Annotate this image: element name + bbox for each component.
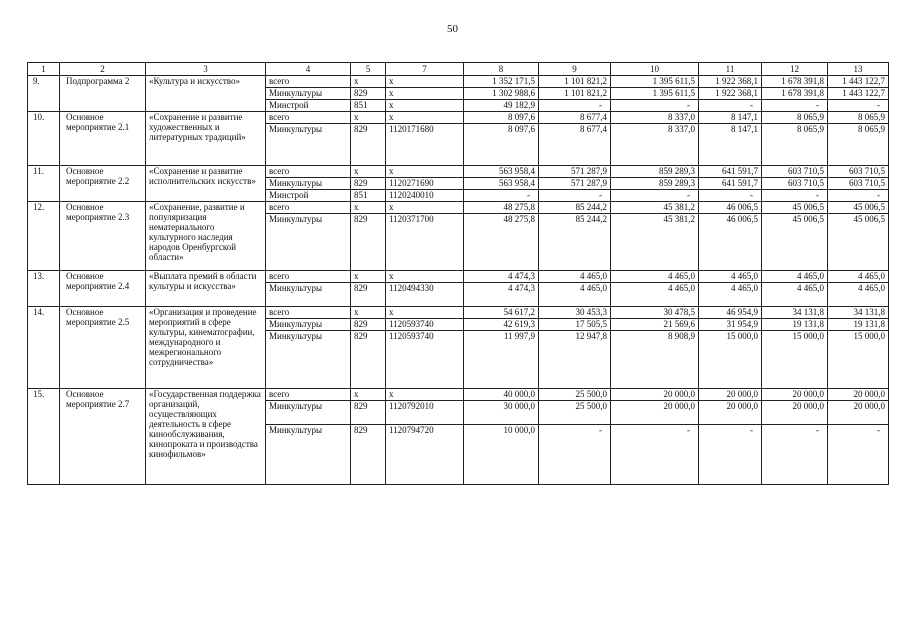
value-cell: 1 678 391,8 bbox=[762, 88, 828, 100]
value-cell: 20 000,0 bbox=[828, 389, 889, 401]
value-cell: 8 065,9 bbox=[828, 112, 889, 124]
value-cell: - bbox=[762, 100, 828, 112]
code-cell: 829 bbox=[351, 214, 386, 271]
executor-cell: Минкультуры bbox=[266, 425, 351, 485]
table-row bbox=[28, 76, 889, 88]
executor-cell: всего bbox=[266, 76, 351, 88]
value-cell: 20 000,0 bbox=[611, 389, 699, 401]
value-cell: - bbox=[539, 190, 611, 202]
column-header: 4 bbox=[266, 63, 351, 76]
value-cell: 15 000,0 bbox=[828, 331, 889, 389]
code-cell: x bbox=[351, 389, 386, 401]
executor-cell: Минкультуры bbox=[266, 283, 351, 307]
value-cell: 4 474,3 bbox=[464, 283, 539, 307]
code-cell: x bbox=[351, 307, 386, 319]
value-cell: 8 097,6 bbox=[464, 124, 539, 166]
classification-cell: x bbox=[386, 307, 464, 319]
table-row bbox=[28, 202, 889, 214]
value-cell: 30 453,3 bbox=[539, 307, 611, 319]
header-row bbox=[28, 63, 889, 76]
executor-cell: всего bbox=[266, 271, 351, 283]
value-cell: 603 710,5 bbox=[762, 178, 828, 190]
program-name-cell: Основное мероприятие 2.4 bbox=[60, 271, 146, 307]
column-header: 9 bbox=[539, 63, 611, 76]
table-header bbox=[28, 63, 889, 76]
code-cell: x bbox=[351, 166, 386, 178]
program-title-cell: «Организация и проведение мероприятий в сфере культуры, кинематографии, международного и межрегионального сотрудничества» bbox=[146, 307, 266, 389]
program-name-cell: Основное мероприятие 2.7 bbox=[60, 389, 146, 485]
code-cell: x bbox=[351, 271, 386, 283]
classification-cell: x bbox=[386, 389, 464, 401]
value-cell: 42 619,3 bbox=[464, 319, 539, 331]
classification-cell: 1120240010 bbox=[386, 190, 464, 202]
column-header: 1 bbox=[28, 63, 60, 76]
executor-cell: всего bbox=[266, 166, 351, 178]
value-cell: 19 131,8 bbox=[828, 319, 889, 331]
value-cell: 4 465,0 bbox=[828, 283, 889, 307]
classification-cell: 1120171680 bbox=[386, 124, 464, 166]
value-cell: - bbox=[464, 190, 539, 202]
value-cell: - bbox=[762, 425, 828, 485]
value-cell: 21 569,6 bbox=[611, 319, 699, 331]
value-cell: 859 289,3 bbox=[611, 166, 699, 178]
column-header: 7 bbox=[386, 63, 464, 76]
table-row bbox=[28, 112, 889, 124]
value-cell: 563 958,4 bbox=[464, 178, 539, 190]
value-cell: 46 006,5 bbox=[699, 214, 762, 271]
classification-cell: x bbox=[386, 100, 464, 112]
row-number-cell: 10. bbox=[28, 112, 60, 166]
classification-cell: 1120792010 bbox=[386, 401, 464, 425]
classification-cell: 1120593740 bbox=[386, 331, 464, 389]
value-cell: 1 922 368,1 bbox=[699, 76, 762, 88]
program-title-cell: «Сохранение и развитие художественных и литературных традиций» bbox=[146, 112, 266, 166]
executor-cell: Минстрой bbox=[266, 100, 351, 112]
program-title-cell: «Сохранение и развитие исполнительских искусств» bbox=[146, 166, 266, 202]
value-cell: 45 381,2 bbox=[611, 202, 699, 214]
executor-cell: Минкультуры bbox=[266, 401, 351, 425]
value-cell: 603 710,5 bbox=[828, 166, 889, 178]
value-cell: 20 000,0 bbox=[762, 401, 828, 425]
value-cell: 1 395 611,5 bbox=[611, 76, 699, 88]
value-cell: 85 244,2 bbox=[539, 214, 611, 271]
value-cell: 1 395 611,5 bbox=[611, 88, 699, 100]
budget-table bbox=[27, 62, 889, 485]
value-cell: 8 677,4 bbox=[539, 112, 611, 124]
value-cell: 8 147,1 bbox=[699, 124, 762, 166]
row-number-cell: 9. bbox=[28, 76, 60, 112]
code-cell: 829 bbox=[351, 401, 386, 425]
classification-cell: x bbox=[386, 76, 464, 88]
value-cell: 4 465,0 bbox=[699, 283, 762, 307]
value-cell: 4 474,3 bbox=[464, 271, 539, 283]
value-cell: 12 947,8 bbox=[539, 331, 611, 389]
executor-cell: Минкультуры bbox=[266, 319, 351, 331]
code-cell: 829 bbox=[351, 88, 386, 100]
value-cell: 1 443 122,7 bbox=[828, 76, 889, 88]
value-cell: - bbox=[539, 100, 611, 112]
program-title-cell: «Государственная поддержка организаций, осуществляющих деятельность в сфере кинообслуживания, кинопроката и производства кинофильмов» bbox=[146, 389, 266, 485]
value-cell: 15 000,0 bbox=[762, 331, 828, 389]
column-header: 2 bbox=[60, 63, 146, 76]
classification-cell: 1120794720 bbox=[386, 425, 464, 485]
executor-cell: всего bbox=[266, 202, 351, 214]
executor-cell: всего bbox=[266, 112, 351, 124]
code-cell: x bbox=[351, 76, 386, 88]
executor-cell: Минкультуры bbox=[266, 178, 351, 190]
value-cell: 603 710,5 bbox=[762, 166, 828, 178]
value-cell: 30 000,0 bbox=[464, 401, 539, 425]
value-cell: 45 006,5 bbox=[828, 214, 889, 271]
classification-cell: 1120271690 bbox=[386, 178, 464, 190]
value-cell: 4 465,0 bbox=[762, 271, 828, 283]
value-cell: 46 954,9 bbox=[699, 307, 762, 319]
program-name-cell: Основное мероприятие 2.5 bbox=[60, 307, 146, 389]
table-row bbox=[28, 389, 889, 401]
program-title-cell: «Выплата премий в области культуры и искусства» bbox=[146, 271, 266, 307]
value-cell: 1 352 171,5 bbox=[464, 76, 539, 88]
value-cell: 17 505,5 bbox=[539, 319, 611, 331]
value-cell: - bbox=[699, 190, 762, 202]
program-title-cell: «Сохранение, развитие и популяризация нематериального культурного наследия народов Оренбургской области» bbox=[146, 202, 266, 271]
executor-cell: всего bbox=[266, 307, 351, 319]
row-number-cell: 15. bbox=[28, 389, 60, 485]
value-cell: 4 465,0 bbox=[828, 271, 889, 283]
value-cell: 10 000,0 bbox=[464, 425, 539, 485]
value-cell: - bbox=[539, 425, 611, 485]
row-number-cell: 13. bbox=[28, 271, 60, 307]
code-cell: 851 bbox=[351, 190, 386, 202]
code-cell: 829 bbox=[351, 283, 386, 307]
executor-cell: Минкультуры bbox=[266, 331, 351, 389]
value-cell: 1 302 988,6 bbox=[464, 88, 539, 100]
row-number-cell: 14. bbox=[28, 307, 60, 389]
table-row bbox=[28, 271, 889, 283]
column-header: 12 bbox=[762, 63, 828, 76]
value-cell: 641 591,7 bbox=[699, 166, 762, 178]
value-cell: 8 337,0 bbox=[611, 112, 699, 124]
value-cell: 54 617,2 bbox=[464, 307, 539, 319]
value-cell: 45 006,5 bbox=[762, 202, 828, 214]
value-cell: - bbox=[828, 100, 889, 112]
value-cell: 8 097,6 bbox=[464, 112, 539, 124]
value-cell: 20 000,0 bbox=[699, 401, 762, 425]
executor-cell: Минкультуры bbox=[266, 124, 351, 166]
value-cell: 641 591,7 bbox=[699, 178, 762, 190]
value-cell: 8 147,1 bbox=[699, 112, 762, 124]
value-cell: 46 006,5 bbox=[699, 202, 762, 214]
value-cell: 1 922 368,1 bbox=[699, 88, 762, 100]
value-cell: 85 244,2 bbox=[539, 202, 611, 214]
value-cell: 603 710,5 bbox=[828, 178, 889, 190]
classification-cell: x bbox=[386, 88, 464, 100]
executor-cell: Минстрой bbox=[266, 190, 351, 202]
value-cell: - bbox=[611, 425, 699, 485]
column-header: 11 bbox=[699, 63, 762, 76]
value-cell: 34 131,8 bbox=[762, 307, 828, 319]
code-cell: x bbox=[351, 112, 386, 124]
value-cell: 15 000,0 bbox=[699, 331, 762, 389]
program-name-cell: Подпрограмма 2 bbox=[60, 76, 146, 112]
value-cell: 563 958,4 bbox=[464, 166, 539, 178]
value-cell: - bbox=[699, 425, 762, 485]
value-cell: 30 478,5 bbox=[611, 307, 699, 319]
value-cell: 34 131,8 bbox=[828, 307, 889, 319]
column-header: 5 bbox=[351, 63, 386, 76]
code-cell: 829 bbox=[351, 124, 386, 166]
value-cell: 11 997,9 bbox=[464, 331, 539, 389]
value-cell: 4 465,0 bbox=[762, 283, 828, 307]
program-title-cell: «Культура и искусство» bbox=[146, 76, 266, 112]
column-header: 3 bbox=[146, 63, 266, 76]
value-cell: 48 275,8 bbox=[464, 202, 539, 214]
value-cell: 8 065,9 bbox=[762, 124, 828, 166]
value-cell: - bbox=[762, 190, 828, 202]
row-number-cell: 11. bbox=[28, 166, 60, 202]
value-cell: - bbox=[611, 190, 699, 202]
value-cell: 40 000,0 bbox=[464, 389, 539, 401]
code-cell: 829 bbox=[351, 425, 386, 485]
value-cell: 8 065,9 bbox=[762, 112, 828, 124]
value-cell: 8 065,9 bbox=[828, 124, 889, 166]
value-cell: 8 908,9 bbox=[611, 331, 699, 389]
program-name-cell: Основное мероприятие 2.1 bbox=[60, 112, 146, 166]
classification-cell: x bbox=[386, 202, 464, 214]
value-cell: 31 954,9 bbox=[699, 319, 762, 331]
value-cell: 1 443 122,7 bbox=[828, 88, 889, 100]
value-cell: 859 289,3 bbox=[611, 178, 699, 190]
classification-cell: 1120593740 bbox=[386, 319, 464, 331]
classification-cell: 1120494330 bbox=[386, 283, 464, 307]
table-body bbox=[28, 76, 889, 485]
value-cell: 45 006,5 bbox=[762, 214, 828, 271]
value-cell: 25 500,0 bbox=[539, 401, 611, 425]
value-cell: 8 337,0 bbox=[611, 124, 699, 166]
value-cell: 1 101 821,2 bbox=[539, 76, 611, 88]
value-cell: 571 287,9 bbox=[539, 178, 611, 190]
executor-cell: Минкультуры bbox=[266, 88, 351, 100]
classification-cell: x bbox=[386, 112, 464, 124]
value-cell: 20 000,0 bbox=[699, 389, 762, 401]
value-cell: 1 101 821,2 bbox=[539, 88, 611, 100]
column-header: 13 bbox=[828, 63, 889, 76]
classification-cell: x bbox=[386, 166, 464, 178]
value-cell: 25 500,0 bbox=[539, 389, 611, 401]
table-row bbox=[28, 307, 889, 319]
executor-cell: Минкультуры bbox=[266, 214, 351, 271]
value-cell: 20 000,0 bbox=[762, 389, 828, 401]
value-cell: 19 131,8 bbox=[762, 319, 828, 331]
value-cell: 48 275,8 bbox=[464, 214, 539, 271]
value-cell: 4 465,0 bbox=[611, 283, 699, 307]
program-name-cell: Основное мероприятие 2.2 bbox=[60, 166, 146, 202]
value-cell: - bbox=[611, 100, 699, 112]
code-cell: 829 bbox=[351, 331, 386, 389]
value-cell: 571 287,9 bbox=[539, 166, 611, 178]
page-number: 50 bbox=[447, 23, 458, 35]
value-cell: 8 677,4 bbox=[539, 124, 611, 166]
code-cell: x bbox=[351, 202, 386, 214]
executor-cell: всего bbox=[266, 389, 351, 401]
value-cell: - bbox=[828, 425, 889, 485]
classification-cell: 1120371700 bbox=[386, 214, 464, 271]
value-cell: 4 465,0 bbox=[699, 271, 762, 283]
code-cell: 829 bbox=[351, 319, 386, 331]
code-cell: 829 bbox=[351, 178, 386, 190]
column-header: 8 bbox=[464, 63, 539, 76]
value-cell: 20 000,0 bbox=[828, 401, 889, 425]
value-cell: 20 000,0 bbox=[611, 401, 699, 425]
value-cell: 45 006,5 bbox=[828, 202, 889, 214]
code-cell: 851 bbox=[351, 100, 386, 112]
value-cell: 45 381,2 bbox=[611, 214, 699, 271]
classification-cell: x bbox=[386, 271, 464, 283]
table-row bbox=[28, 166, 889, 178]
column-header: 10 bbox=[611, 63, 699, 76]
value-cell: 49 182,9 bbox=[464, 100, 539, 112]
value-cell: 4 465,0 bbox=[539, 283, 611, 307]
program-name-cell: Основное мероприятие 2.3 bbox=[60, 202, 146, 271]
value-cell: 4 465,0 bbox=[611, 271, 699, 283]
value-cell: - bbox=[828, 190, 889, 202]
value-cell: - bbox=[699, 100, 762, 112]
value-cell: 4 465,0 bbox=[539, 271, 611, 283]
row-number-cell: 12. bbox=[28, 202, 60, 271]
value-cell: 1 678 391,8 bbox=[762, 76, 828, 88]
